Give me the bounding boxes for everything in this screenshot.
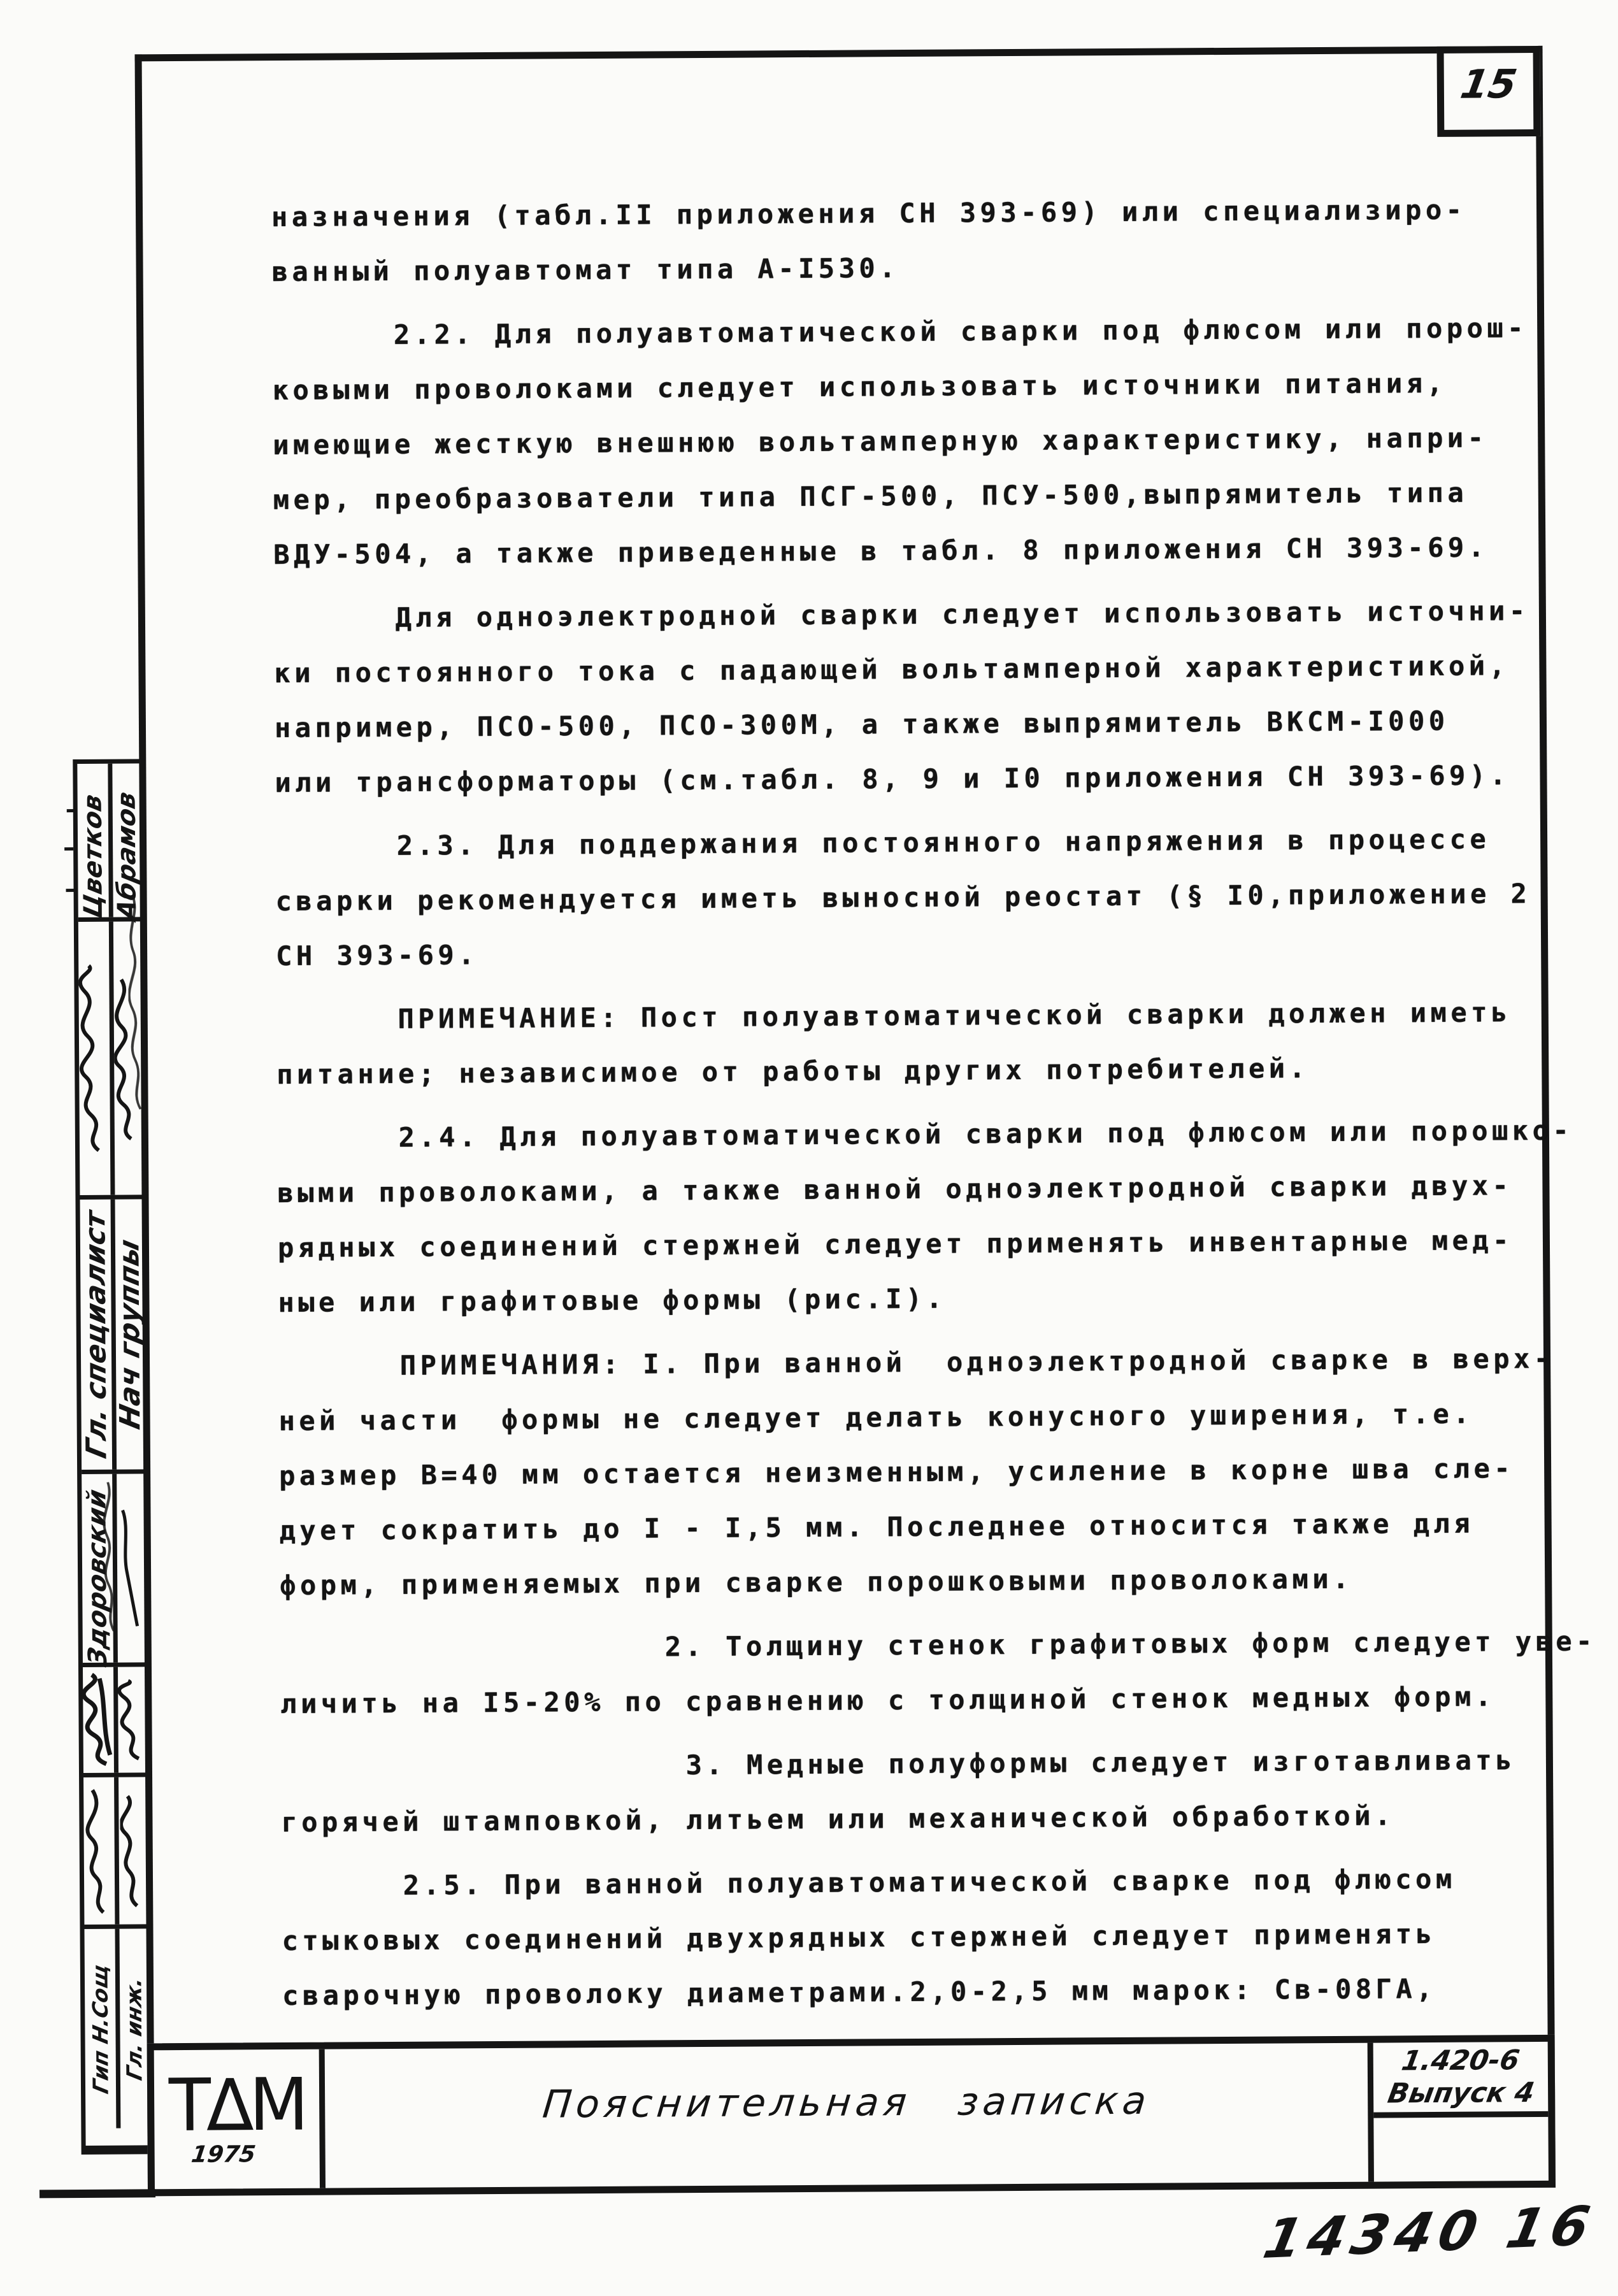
role-label: Нач группы xyxy=(112,1237,147,1432)
text-line: ные или графитовые формы (рис.I). xyxy=(278,1282,947,1319)
text-line: сварочную проволоку диаметрами.2,0-2,5 мм марок: Св-08ГА, xyxy=(282,1972,1437,2012)
stamp-cell xyxy=(118,1667,146,1772)
tick-mark xyxy=(66,889,75,892)
signature-name: Здоровский xyxy=(82,1486,113,1669)
stamp-cell xyxy=(85,1929,121,2128)
stamp-row-signatures xyxy=(83,1777,147,1929)
sidebar-annotation-scribble xyxy=(36,1547,189,1566)
title-block-logo-cell xyxy=(154,2049,326,2190)
document-body xyxy=(271,182,1597,2032)
stamp-cell xyxy=(120,1928,148,2128)
text-line: 2. Толщину стенок графитовых форм следует уве- xyxy=(280,1625,1597,1665)
text-line: ванный полуавтомат типа А-I530. xyxy=(271,252,900,288)
text-line: рядных соединений стержней следует применять инвентарные мед- xyxy=(277,1224,1514,1264)
stamp-cell xyxy=(112,1199,147,1469)
text-line: размер В=40 мм остается неизменным, усиление в корне шва сле- xyxy=(279,1453,1515,1492)
text-line: 2.4. Для полуавтоматической сварки под флюсом или порошко- xyxy=(276,1114,1573,1154)
inventory-number: 14340 16 xyxy=(1258,2193,1601,2271)
text-line: например, ПСО-500, ПСО-300М, а также выпрямитель ВКСМ-I000 xyxy=(274,705,1449,744)
text-line: ки постоянного тока с падающей вольтамперной характеристикой, xyxy=(274,650,1510,689)
paragraph xyxy=(271,182,1543,299)
sidebar-annotation-scribble xyxy=(30,993,247,1013)
text-line: имеющие жесткую внешнюю вольтамперную характеристику, напри- xyxy=(273,422,1488,461)
frame-bottom-extension xyxy=(39,2189,155,2198)
title-block-title-cell xyxy=(325,2043,1368,2188)
stamp-cell xyxy=(83,1777,119,1925)
role-label: Гл. инж. xyxy=(120,1974,147,2083)
document-code: 1.420-6 xyxy=(1399,2044,1522,2077)
stamp-cell xyxy=(80,1200,117,1470)
paragraph xyxy=(278,1331,1554,1613)
stamp-row-roles xyxy=(80,1199,145,1474)
text-line: 3. Медные полуформы следует изготавливать xyxy=(280,1744,1517,1784)
text-line: стыковых соединений двухрядных стержней следует применять xyxy=(282,1918,1436,1957)
paragraph xyxy=(276,1103,1573,1330)
title-block xyxy=(147,2035,1556,2196)
signature-name: Абрамов xyxy=(111,789,142,922)
stamp-row-bottom xyxy=(85,1928,148,2128)
paragraph xyxy=(281,1733,1552,1850)
signature-scribble xyxy=(80,1672,117,1768)
stamp-cell xyxy=(78,922,115,1195)
paragraph xyxy=(275,812,1547,984)
paragraph xyxy=(280,1614,1597,1732)
document-title: Пояснительная записка xyxy=(540,2078,1153,2127)
page-number: 15 xyxy=(1457,61,1521,108)
signature-scribble xyxy=(85,1787,113,1914)
text-line: ВДУ-504, а также приведенные в табл. 8 приложения СН 393-69. xyxy=(273,531,1489,571)
signature-name: Цветков xyxy=(78,791,108,921)
paragraph xyxy=(276,985,1548,1102)
title-block-right-column xyxy=(1368,2042,1549,2182)
tick-mark xyxy=(67,809,76,812)
text-line: ПРИМЕЧАНИЯ: I. При ванной одноэлектродной сварке в верх- xyxy=(278,1342,1554,1382)
title-block-code-cell xyxy=(1373,2042,1549,2118)
signature-scribble xyxy=(120,1507,142,1628)
role-label: Гл. специалист xyxy=(79,1208,113,1461)
text-line: Для одноэлектродной сварки следует использовать источни- xyxy=(273,595,1529,635)
text-line: ней части формы не следует делать конусного уширения, т.е. xyxy=(278,1398,1474,1437)
text-line: сварки рекомендуется иметь выносной реостат (§ I0,приложение 2 xyxy=(275,878,1531,917)
text-line: ПРИМЕЧАНИЕ: Пост полуавтоматической сварки должен иметь xyxy=(276,996,1512,1036)
signature-scribble xyxy=(120,1793,146,1908)
text-line: СН 393-69. xyxy=(276,939,479,972)
paragraph xyxy=(272,301,1545,582)
text-line: горячей штамповкой, литьем или механической обработкой. xyxy=(281,1800,1395,1839)
company-logo: Т∆М xyxy=(168,2063,305,2148)
text-line: или трансформаторы (см.табл. 8, 9 и I0 приложения СН 393-69). xyxy=(275,759,1510,799)
stamp-cell xyxy=(118,1777,147,1924)
page-number-box xyxy=(1436,46,1540,137)
text-line: личить на I5-20% по сравнению с толщиной стенок медных форм. xyxy=(280,1681,1496,1720)
signature-scribble xyxy=(78,963,110,1154)
text-line: дует сократить до I - I,5 мм. Последнее относится также для xyxy=(279,1507,1475,1547)
text-line: 2.3. Для поддержания постоянного напряжения в процессе xyxy=(275,823,1491,863)
title-block-empty-cell xyxy=(1373,2117,1549,2182)
text-line: форм, применяемых при сварке порошковыми проволоками. xyxy=(280,1563,1354,1602)
text-line: 2.5. При ванной полуавтоматической сварке под флюсом xyxy=(281,1863,1456,1902)
stamp-cell xyxy=(77,764,113,921)
tick-mark xyxy=(64,847,73,850)
signature-scribble xyxy=(117,1678,148,1761)
paragraph xyxy=(282,1851,1554,2023)
paragraph xyxy=(274,584,1546,810)
text-line: ковыми проволоками следует использовать источники питания, xyxy=(272,367,1447,406)
stamp-row-signatures xyxy=(83,1667,146,1777)
document-issue: Выпуск 4 xyxy=(1385,2076,1536,2109)
text-line: мер, преобразователи типа ПСГ-500, ПСУ-500,выпрямитель типа xyxy=(273,477,1468,516)
text-line: назначения (табл.II приложения СН 393-69) или специализиро- xyxy=(271,194,1466,233)
role-label: Гип Н.Сощ xyxy=(87,1962,113,2096)
text-line: выми проволоками, а также ванной одноэлектродной сварки двух- xyxy=(277,1170,1513,1209)
text-line: питание; независимое от работы других потребителей. xyxy=(276,1052,1310,1091)
stamp-cell xyxy=(83,1667,118,1773)
logo-year: 1975 xyxy=(189,2141,257,2168)
text-line: 2.2. Для полуавтоматической сварки под флюсом или порош- xyxy=(272,312,1528,352)
